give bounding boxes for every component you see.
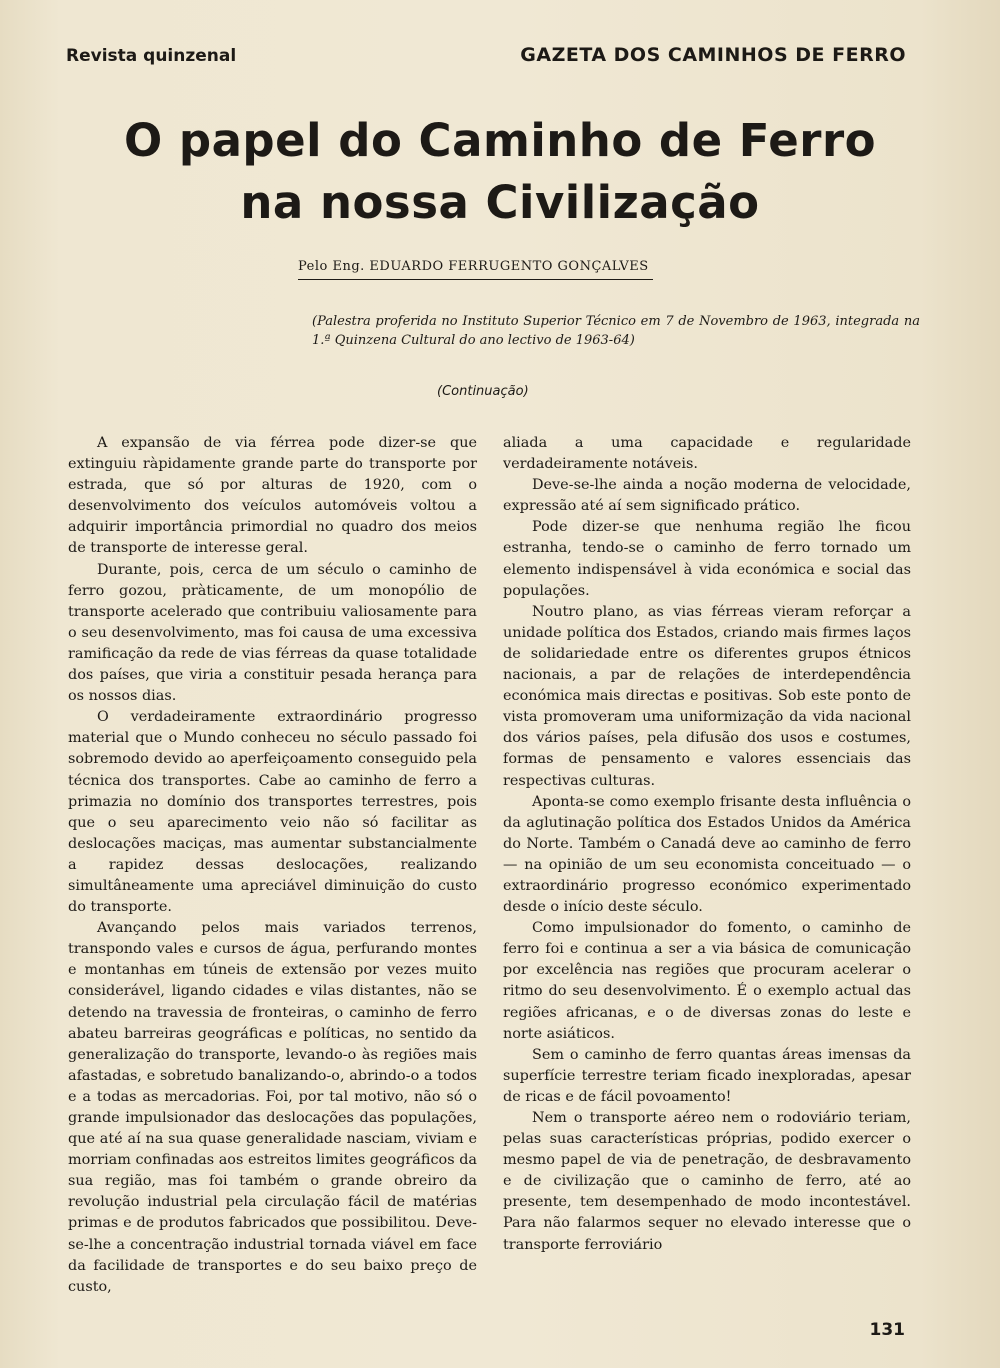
paragraph: Aponta-se como exemplo frisante desta influência o da aglutinação política dos Estados Unidos da América do Norte. Também o Canadá deve ao caminho de ferro — na opinião de um seu economista conceituado — o extraordinário progresso económico experimentado desde o início deste século. [503, 793, 911, 916]
page-number: 131 [869, 1320, 905, 1340]
paragraph: Nem o transporte aéreo nem o rodoviário teriam, pelas suas características próprias, podido exercer o mesmo papel de via de penetração, de desbravamento e de civilização que o caminho de ferro, até ao presente, tem desempenhado de modo incontestável. Para não falarmos sequer no elevado interesse que o transporte ferroviário [503, 1110, 911, 1253]
paragraph: Pode dizer-se que nenhuma região lhe ficou estranha, tendo-se o caminho de ferro tornado um elemento indispensável à vida económica e social das populações. [503, 519, 911, 599]
paragraph: Deve-se-lhe ainda a noção moderna de velocidade, expressão até aí sem significado prático. [503, 477, 911, 515]
paragraph: Durante, pois, cerca de um século o caminho de ferro gozou, pràticamente, de um monopólio de transporte acelerado que contribuiu valiosamente para o seu desenvolvimento, mas foi causa de uma excessiva ramificação da rede de vias férreas da quase totalidade dos países, que viria a constituir pesada herança para os nossos dias. [68, 561, 477, 705]
paragraph: A expansão de via férrea pode dizer-se que extinguiu ràpidamente grande parte do transporte por estrada, que só por alturas de 1920, com o desenvolvimento dos veículos automóveis voltou a adquirir importância primordial no quadro dos meios de transporte de interesse geral. [68, 435, 477, 557]
paragraph: O verdadeiramente extraordinário progresso material que o Mundo conheceu no século passado foi sobremodo devido ao aperfeiçoamento conseguido pela técnica dos transportes. Cabe ao caminho de ferro a primazia no domínio dos transportes terrestres, pois que o seu aparecimento veio não só facilitar as deslocações maciças, mas aumentar substancialmente a rapidez dessas deslocações, realizando simultâneamente uma apreciável diminuição do custo do transporte. [68, 709, 477, 916]
continuation-label: (Continuação) [437, 384, 529, 399]
text-column-right [503, 433, 911, 1256]
paragraph: Sem o caminho de ferro quantas áreas imensas da superfície terrestre teriam ficado inexploradas, apesar de ricas e de fácil povoamento! [503, 1046, 911, 1105]
author-byline: Pelo Eng. EDUARDO FERRUGENTO GONÇALVES [298, 259, 653, 280]
paragraph: Noutro plano, as vias férreas vieram reforçar a unidade política dos Estados, criando mais firmes laços de solidariedade entre os diferentes grupos étnicos nacionais, a par de relações de interdependência económica mais directas e positivas. Sob este ponto de vista promoveram uma uniformização da vida nacional dos vários países, pela difusão dos usos e costumes, formas de pensamento e valores essenciais das respectivas culturas. [503, 603, 911, 789]
article-title-line-2: na nossa Civilização [240, 176, 760, 229]
article-title-line-1: O papel do Caminho de Ferro [123, 114, 877, 167]
paragraph: Avançando pelos mais variados terrenos, transpondo vales e cursos de água, perfurando montes e montanhas em túneis de extensão por vezes muito considerável, ligando cidades e vilas distantes, não se detendo na travessia de fronteiras, o caminho de ferro abateu barreiras geográficas e políticas, no sentido da generalização do transporte, levando-o às regiões mais afastadas, e sobretudo banalizando-o, abrindo-o a todos e a todas as mercadorias. Foi, por tal motivo, não só o grande impulsionador das deslocações das populações, que até aí na sua quase generalidade nasciam, viviam e morriam confinadas aos estreitos limites geográficos da sua região, mas foi também o grande obreiro da revolução industrial pela circulação fácil de matérias primas e de produtos fabricados que possibilitou. Deve-se-lhe a concentração industrial tornada viável em face da facilidade de transportes e do seu baixo preço de custo, [68, 920, 477, 1295]
header-publication-name: GAZETA DOS CAMINHOS DE FERRO [520, 44, 906, 66]
text-column-left [68, 433, 477, 1298]
lecture-note: (Palestra proferida no Instituto Superior Técnico em 7 de Novembro de 1963, integrada na 1.ª Quinzena Cultural do ano lectivo de 1963-64) [312, 314, 920, 348]
header-periodicity: Revista quinzenal [66, 46, 237, 66]
paragraph: aliada a uma capacidade e regularidade verdadeiramente notáveis. [503, 435, 911, 473]
paragraph: Como impulsionador do fomento, o caminho de ferro foi e continua a ser a via básica de comunicação por excelência nas regiões que procuram acelerar o ritmo do seu desenvolvimento. É o exemplo actual das regiões africanas, e o de diversas zonas do leste e norte asiáticos. [503, 920, 911, 1042]
